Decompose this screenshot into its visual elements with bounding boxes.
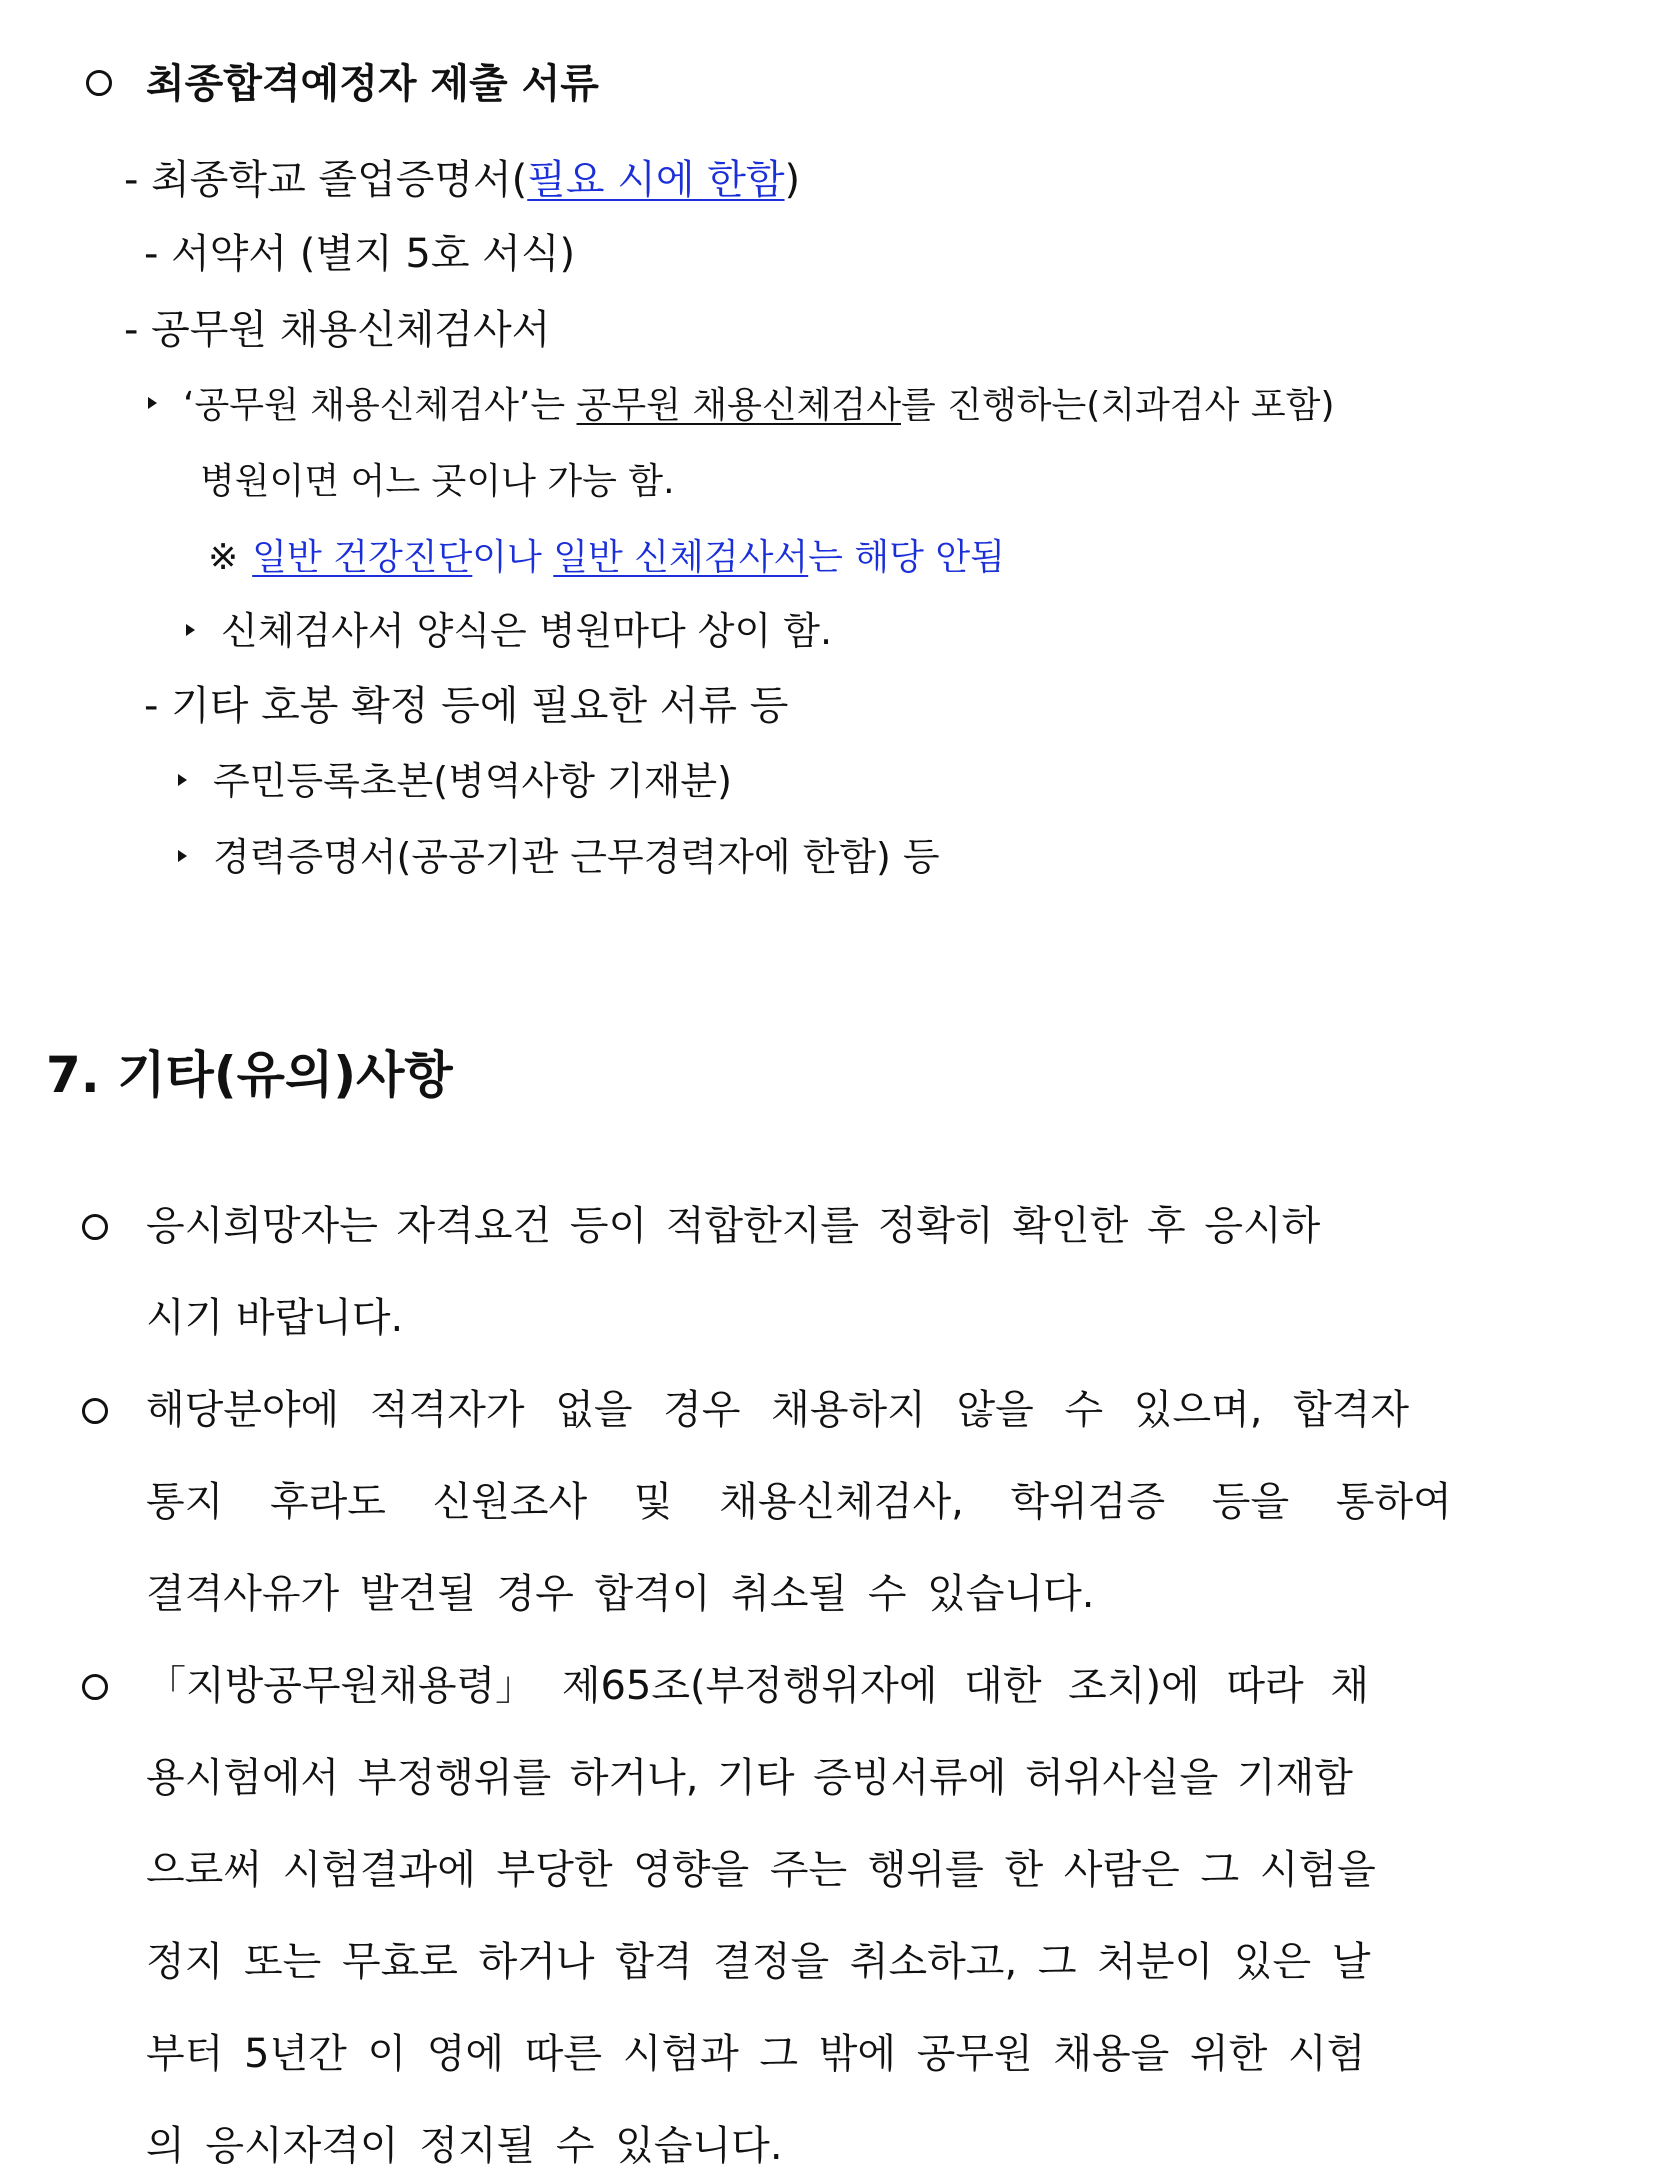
warning-note: ※ 일반 건강진단이나 일반 신체검사서는 해당 안됨: [208, 537, 1005, 578]
bullet-circle-icon: [82, 1214, 108, 1240]
p3-line5: 부터 5년간 이 영에 따른 시험과 그 밖에 공무원 채용을 위한 시험: [146, 2031, 1366, 2077]
p3-line4: 정지 또는 무효로 하거나 합격 결정을 취소하고, 그 처분이 있은 날: [146, 1939, 1371, 1985]
section7-title: 7. 기타(유의)사항: [46, 1046, 453, 1104]
diploma-item: - 최종학교 졸업증명서(필요 시에 한함): [124, 157, 801, 203]
p1-line1: 응시희망자는 자격요건 등이 적합한지를 정확히 확인한 후 응시하: [146, 1203, 1321, 1249]
p2-line2: 통지 후라도 신원조사 및 채용신체검사, 학위검증 등을 통하여: [146, 1479, 1452, 1525]
bullet-circle-icon: [82, 1674, 108, 1700]
medical-item: - 공무원 채용신체검사서: [124, 307, 551, 353]
medical-note: ‘공무원 채용신체검사’는 공무원 채용신체검사를 진행하는(치과검사 포함): [148, 388, 1335, 424]
bullet-circle-icon: [86, 70, 112, 96]
p3-line2: 용시험에서 부정행위를 하거나, 기타 증빙서류에 허위사실을 기재함: [146, 1755, 1353, 1801]
p3-line1: 「지방공무원채용령」 제65조(부정행위자에 대한 조치)에 따라 채: [146, 1663, 1370, 1709]
warning-link-exam[interactable]: 일반 신체검사서: [553, 537, 809, 578]
medical-note-link: 공무원 채용신체검사: [576, 385, 901, 426]
p3-line6: 의 응시자격이 정지될 수 있습니다.: [146, 2123, 783, 2169]
career-item: 경력증명서(공공기관 근무경력자에 한함) 등: [178, 838, 940, 876]
oath-item: - 서약서 (별지 5호 서식): [144, 231, 576, 277]
triangle-bullet-icon: [186, 624, 195, 636]
p2-line3: 결격사유가 발견될 경우 합격이 취소될 수 있습니다.: [146, 1571, 1095, 1617]
etc-item: - 기타 호봉 확정 등에 필요한 서류 등: [144, 683, 789, 729]
triangle-bullet-icon: [178, 774, 187, 786]
docs-heading: 최종합격예정자 제출 서류: [146, 61, 599, 107]
p3-line3: 으로써 시험결과에 부당한 영향을 주는 행위를 한 사람은 그 시험을: [146, 1847, 1376, 1893]
triangle-bullet-icon: [148, 397, 157, 409]
form-note: 신체검사서 양식은 병원마다 상이 함.: [186, 612, 832, 650]
reference-mark-icon: ※: [208, 537, 239, 578]
p2-line1: 해당분야에 적격자가 없을 경우 채용하지 않을 수 있으며, 합격자: [146, 1387, 1410, 1433]
p1-line2: 시기 바랍니다.: [146, 1295, 404, 1341]
diploma-link[interactable]: 필요 시에 한함: [527, 157, 785, 203]
triangle-bullet-icon: [178, 850, 187, 862]
warning-link-health[interactable]: 일반 건강진단: [252, 537, 473, 578]
bullet-circle-icon: [82, 1398, 108, 1424]
resident-item: 주민등록초본(병역사항 기재분): [178, 762, 732, 800]
medical-note-cont: 병원이면 어느 곳이나 가능 함.: [200, 461, 675, 502]
